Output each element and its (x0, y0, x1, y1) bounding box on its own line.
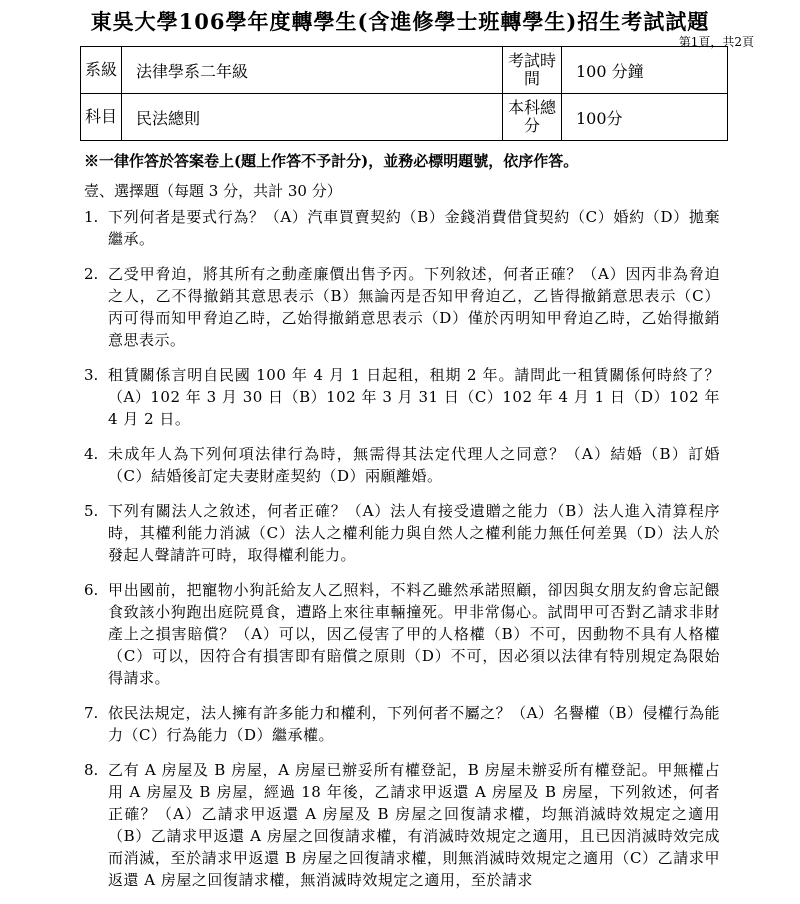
question-item (84, 443, 720, 487)
question-item (84, 702, 720, 746)
question-number: 6. (84, 581, 99, 599)
time-label: 考試時間 (503, 47, 562, 94)
question-item (84, 364, 720, 430)
exam-title: 東吳大學106學年度轉學生(含進修學士班轉學生)招生考試試題 (90, 9, 710, 34)
question-item (84, 500, 720, 566)
question-item (84, 579, 720, 689)
question-text: 租賃關係言明自民國 100 年 4 月 1 日起租，租期 2 年。請問此一租賃關係何時終了？（A）102 年 3 月 30 日（B）102 年 3 月 31 日（C）102 年 4 月 1 日（D）102 年 4 月 2 日。 (108, 366, 720, 428)
question-number: 2. (84, 265, 99, 283)
question-item (84, 263, 720, 351)
dept-label: 系級 (81, 47, 122, 94)
section-title: 壹、選擇題（每題 3 分，共計 30 分） (84, 182, 342, 200)
question-item (84, 206, 720, 250)
page-number: 第1頁，共2頁 (678, 35, 754, 49)
question-number: 3. (84, 366, 99, 384)
dept-value: 法律學系二年級 (122, 47, 503, 94)
question-text: 乙受甲脅迫，將其所有之動產廉價出售予丙。下列敘述，何者正確？（A）因丙非為脅迫之人，乙不得撤銷其意思表示（B）無論丙是否知甲脅迫乙，乙皆得撤銷意思表示（C）丙可得而知甲脅迫乙時，乙始得撤銷意思表示（D）僅於丙明知甲脅迫乙時，乙始得撤銷意思表示。 (108, 265, 720, 349)
subject-value: 民法總則 (122, 94, 503, 141)
question-item (84, 759, 720, 891)
question-text: 甲出國前，把寵物小狗託給友人乙照料，不料乙雖然承諾照顧，卻因與女朋友約會忘記餵食致該小狗跑出庭院覓食，遭路上來往車輛撞死。甲非常傷心。試問甲可否對乙請求非財產上之損害賠償？（A）可以，因乙侵害了甲的人格權（B）不可，因動物不具有人格權（C）可以，因符合有損害即有賠償之原則（D）不可，因必須以法律有特別規定為限始得請求。 (108, 581, 720, 687)
answer-notice: ※一律作答於答案卷上(題上作答不予計分)，並務必標明題號，依序作答。 (84, 152, 579, 170)
question-text: 下列何者是要式行為？（A）汽車買賣契約（B）金錢消費借貸契約（C）婚約（D）拋棄繼承。 (108, 208, 720, 248)
question-text: 乙有 A 房屋及 B 房屋，A 房屋已辦妥所有權登記，B 房屋未辦妥所有權登記。甲無權占用 A 房屋及 B 房屋，經過 18 年後，乙請求甲返還 A 房屋及 B 房屋，下列敘述，何者正確？（A）乙請求甲返還 A 房屋及 B 房屋之回復請求權，均無消滅時效規定之適用（B）乙請求甲返還 A 房屋之回復請求權，有消滅時效規定之適用，且已因消滅時效完成而消滅，至於請求甲返還 B 房屋之回復請求權，則無消滅時效規定之適用（C）乙請求甲返還 A 房屋之回復請求權，無消滅時效規定之適用，至於請求 (108, 761, 720, 889)
time-value: 100 分鐘 (562, 47, 728, 94)
info-row-dept (81, 47, 728, 94)
question-number: 1. (84, 208, 99, 226)
question-text: 未成年人為下列何項法律行為時，無需得其法定代理人之同意？（A）結婚（B）訂婚（C）結婚後訂定夫妻財產契約（D）兩願離婚。 (108, 445, 720, 485)
question-number: 5. (84, 502, 99, 520)
info-row-subject (81, 94, 728, 141)
subject-label: 科目 (81, 94, 122, 141)
question-number: 4. (84, 445, 99, 463)
question-number: 7. (84, 704, 99, 722)
score-label: 本科總分 (503, 94, 562, 141)
question-text: 依民法規定，法人擁有許多能力和權利，下列何者不屬之？（A）名譽權（B）侵權行為能力（C）行為能力（D）繼承權。 (108, 704, 720, 744)
score-value: 100分 (562, 94, 728, 141)
question-number: 8. (84, 761, 99, 779)
question-list (84, 206, 720, 904)
info-table (80, 46, 728, 141)
question-text: 下列有關法人之敘述，何者正確？（A）法人有接受遺贈之能力（B）法人進入清算程序時，其權利能力消滅（C）法人之權利能力與自然人之權利能力無任何差異（D）法人於發起人聲請許可時，取得權利能力。 (108, 502, 720, 564)
